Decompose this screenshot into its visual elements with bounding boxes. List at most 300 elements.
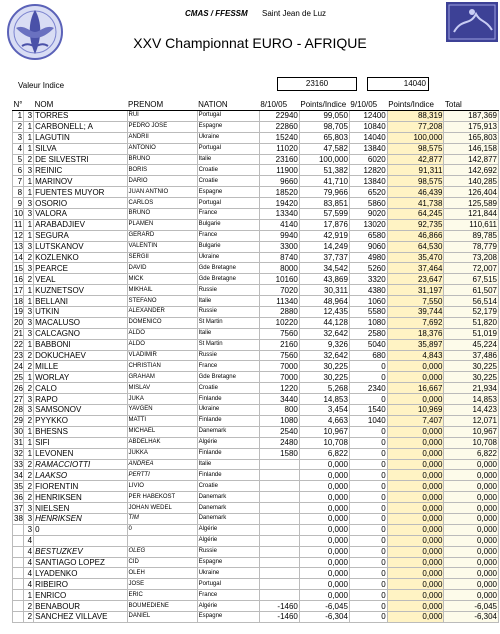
total-cell: 51,820 [444,317,499,328]
nom-cell: DE SILVESTRI [34,154,127,165]
total-cell: 89,785 [444,230,499,241]
day2-cell: 10840 [349,121,387,132]
points1-cell: 37,737 [299,252,349,263]
total-cell: 52,179 [444,307,499,318]
prenom-cell: BRUNO [127,154,197,165]
group-cell: 3 [24,241,34,252]
points1-cell: 30,225 [299,361,349,372]
points1-cell: 0,000 [299,459,349,470]
nom-cell: RIBEIRO [34,579,127,590]
day2-cell: 0 [349,492,387,503]
day1-cell: 11020 [259,143,299,154]
nation-cell: Bulgarie [197,241,259,252]
points1-cell: 0,000 [299,557,349,568]
nation-cell: Danemark [197,426,259,437]
col-nom-header: NOM [34,99,127,111]
table-row [13,274,499,285]
group-cell: 1 [24,285,34,296]
nom-cell: MACALUSO [34,317,127,328]
day2-cell: 12820 [349,165,387,176]
nom-cell: LAAKSO [34,470,127,481]
organization-label: CMAS / FFESSM [185,9,248,18]
day1-cell [259,513,299,524]
points2-cell: 7,692 [387,317,444,328]
day2-cell: 4980 [349,252,387,263]
points2-cell: 64,530 [387,241,444,252]
rank-cell: 22 [14,340,23,350]
prenom-cell: DAVID [127,263,197,274]
rank-cell: 25 [14,372,23,382]
nom-cell: LYADENKO [34,568,127,579]
prenom-cell: LIVIO [127,481,197,492]
nom-cell: HENRIKSEN [34,513,127,524]
table-row [13,415,499,426]
nation-cell: Gde Bretagne [197,263,259,274]
points1-cell: 99,050 [299,111,349,122]
points1-cell: 5,268 [299,383,349,394]
nom-cell: KUZNETSOV [34,285,127,296]
prenom-cell: BORIS [127,165,197,176]
points2-cell: 42,877 [387,154,444,165]
group-cell: 2 [24,383,34,394]
group-cell: 1 [24,143,34,154]
points1-cell: 57,599 [299,209,349,220]
day1-cell [259,546,299,557]
rank-cell: 21 [14,329,23,339]
group-cell: 3 [24,111,34,122]
table-row [13,383,499,394]
col-day2-header: 9/10/05 [349,99,387,111]
points2-cell: 16,667 [387,383,444,394]
points2-cell: 0,000 [387,535,444,546]
day1-cell [259,524,299,535]
nation-cell: Algérie [197,437,259,448]
col-group-header [24,99,34,111]
table-row [13,448,499,459]
table-row [13,524,499,535]
points1-cell: 47,582 [299,143,349,154]
points1-cell: 44,128 [299,317,349,328]
table-row [13,230,499,241]
nation-cell: Italie [197,328,259,339]
rank-cell [13,524,24,535]
day1-cell [259,568,299,579]
day2-cell: 2340 [349,383,387,394]
rank-cell [13,590,24,601]
nom-cell: LUTSKANOV [34,241,127,252]
prenom-cell: SERGII [127,252,197,263]
table-row [13,328,499,339]
rank-cell: 24 [14,361,23,371]
nation-cell: Algérie [197,524,259,535]
day1-cell: 11340 [259,296,299,307]
rank-cell: 36 [14,492,23,502]
table-row [13,209,499,220]
table-row [13,263,499,274]
total-cell: 10,708 [444,437,499,448]
nation-cell: Espagne [197,557,259,568]
prenom-cell: JUAN ANTNIO [127,187,197,198]
nation-cell: Ukraine [197,132,259,143]
day2-cell: 0 [349,470,387,481]
nation-cell: Ukraine [197,405,259,416]
total-cell: 126,404 [444,187,499,198]
day2-cell: 13840 [349,176,387,187]
points2-cell: 0,000 [387,361,444,372]
points2-cell: 100,000 [387,132,444,143]
total-cell: 0,000 [444,524,499,535]
nom-cell: RAMACCIOTTI [34,459,127,470]
day1-cell: 7560 [259,328,299,339]
total-cell: 78,779 [444,241,499,252]
points2-cell: 4,843 [387,350,444,361]
prenom-cell: MIKHAIL [127,285,197,296]
prenom-cell: ANDREA [127,459,197,470]
table-row [13,285,499,296]
table-row [13,546,499,557]
nation-cell: Bulgarie [197,219,259,230]
points2-cell: 0,000 [387,590,444,601]
points1-cell: 0,000 [299,513,349,524]
nom-cell: TORRES [34,111,127,122]
points2-cell: 0,000 [387,611,444,622]
prenom-cell: GRAHAM [127,372,197,383]
points1-cell: 0,000 [299,568,349,579]
rank-cell [13,535,24,546]
nation-cell: Finlande [197,448,259,459]
table-row [13,394,499,405]
points1-cell: 12,435 [299,307,349,318]
points1-cell: 10,708 [299,437,349,448]
nation-cell: Danemark [197,492,259,503]
prenom-cell: DANIEL [127,611,197,622]
prenom-cell: MICK [127,274,197,285]
points2-cell: 0,000 [387,481,444,492]
table-row [13,154,499,165]
nom-cell: CALO [34,383,127,394]
page-title: XXV Championnat EURO - AFRIQUE [133,35,367,51]
group-cell: 3 [24,209,34,220]
points1-cell: 43,869 [299,274,349,285]
prenom-cell: BRUNO [127,209,197,220]
total-cell: 165,803 [444,132,499,143]
prenom-cell: PERTTI [127,470,197,481]
day2-cell: 1540 [349,405,387,416]
group-cell: 1 [24,590,34,601]
nation-cell: France [197,230,259,241]
nom-cell: KOZLENKO [34,252,127,263]
nation-cell: Ukraine [197,568,259,579]
table-row [13,405,499,416]
nom-cell: LAGUTIN [34,132,127,143]
table-row [13,557,499,568]
table-row [13,132,499,143]
group-cell: 2 [24,252,34,263]
day1-cell [259,470,299,481]
col-rank-header: N° [13,100,23,109]
nation-cell: Espagne [197,611,259,622]
nation-cell: Russie [197,546,259,557]
day2-cell: 13840 [349,143,387,154]
day2-cell: 0 [349,601,387,612]
day1-cell: -1460 [259,611,299,622]
points2-cell: 23,647 [387,274,444,285]
nom-cell [34,535,127,546]
nom-cell: NIELSEN [34,503,127,514]
total-cell: 187,369 [444,111,499,122]
nation-cell: Italie [197,459,259,470]
prenom-cell: PER HABEKOST [127,492,197,503]
points2-cell: 0,000 [387,448,444,459]
rank-cell [13,546,24,557]
day2-cell: 0 [349,361,387,372]
nom-cell: SEGURA [34,230,127,241]
prenom-cell: ANDRII [127,132,197,143]
nom-cell: MILLE [34,361,127,372]
valeur-indice-label: Valeur Indice [18,81,65,90]
prenom-cell: MATTI [127,415,197,426]
nom-cell: PEARCE [34,263,127,274]
total-cell: 10,967 [444,426,499,437]
prenom-cell: RUI [127,111,197,122]
rank-cell: 23 [14,351,23,361]
nation-cell: St Martin [197,317,259,328]
table-row [13,470,499,481]
group-cell: 1 [24,219,34,230]
day1-cell: 1080 [259,415,299,426]
table-row [13,437,499,448]
rank-cell: 17 [14,285,23,295]
nation-cell: Croatie [197,481,259,492]
group-cell: 3 [24,198,34,209]
points1-cell: 41,710 [299,176,349,187]
prenom-cell: CID [127,557,197,568]
rank-cell: 34 [14,470,23,480]
points1-cell: 0,000 [299,524,349,535]
nation-cell: Danemark [197,503,259,514]
nom-cell: BESTUZKEV [34,546,127,557]
nation-cell: Croatie [197,383,259,394]
prenom-cell: MISLAV [127,383,197,394]
day2-cell: 0 [349,590,387,601]
rank-cell: 2 [13,121,24,132]
day2-cell: 1060 [349,296,387,307]
table-row [13,513,499,524]
nation-cell: Croatie [197,165,259,176]
group-cell: 1 [24,230,34,241]
day1-cell: 7000 [259,372,299,383]
points1-cell: 100,000 [299,154,349,165]
group-cell: 3 [24,503,34,514]
total-cell: 21,934 [444,383,499,394]
prenom-cell: JUKA [127,394,197,405]
nation-cell: France [197,209,259,220]
day2-cell: 1080 [349,317,387,328]
day1-cell: 3300 [259,241,299,252]
group-cell: 2 [24,470,34,481]
total-cell: 121,844 [444,209,499,220]
day1-cell: 23160 [259,154,299,165]
prenom-cell: VLADIMIR [127,350,197,361]
total-cell: 0,000 [444,535,499,546]
rank-cell: 6 [13,165,24,176]
total-cell: 142,692 [444,165,499,176]
total-cell: 0,000 [444,481,499,492]
total-cell: 72,007 [444,263,499,274]
points1-cell: 65,803 [299,132,349,143]
group-cell: 2 [24,361,34,372]
group-cell: 1 [24,121,34,132]
prenom-cell: TIM [127,513,197,524]
group-cell: 1 [24,296,34,307]
day2-cell: 0 [349,568,387,579]
points1-cell: 14,249 [299,241,349,252]
table-row [13,492,499,503]
day1-cell: 2480 [259,437,299,448]
day1-cell [259,492,299,503]
col-day1-header: 8/10/05 [259,99,299,111]
day2-cell: 12400 [349,111,387,122]
points2-cell: 98,575 [387,176,444,187]
rank-cell: 7 [13,176,24,187]
rank-cell: 38 [14,514,23,524]
points1-cell: 32,642 [299,328,349,339]
day2-cell: 0 [349,579,387,590]
prenom-cell: OLEG [127,546,197,557]
table-row [13,601,499,612]
table-row [13,361,499,372]
group-cell: 3 [24,513,34,524]
day2-cell: 9020 [349,209,387,220]
nation-cell: Russie [197,350,259,361]
day1-cell: 4140 [259,219,299,230]
nation-cell: Espagne [197,187,259,198]
valeur-indice-day1: 23160 [277,77,357,91]
points2-cell: 31,197 [387,285,444,296]
total-cell: 61,507 [444,285,499,296]
col-nation-header: NATION [197,99,259,111]
nom-cell: MARINOV [34,176,127,187]
prenom-cell: BOUMEDIENE [127,601,197,612]
points1-cell: 0,000 [299,590,349,601]
day2-cell: 5040 [349,339,387,350]
day2-cell: 6520 [349,187,387,198]
col-points1-header: Points/Indice [299,99,349,111]
prenom-cell: DARIO [127,176,197,187]
group-cell: 3 [24,394,34,405]
total-cell: 140,285 [444,176,499,187]
points2-cell: 0,000 [387,470,444,481]
prenom-cell: ALEXANDER [127,307,197,318]
day1-cell: 22940 [259,111,299,122]
total-cell: 0,000 [444,459,499,470]
points2-cell: 46,866 [387,230,444,241]
points2-cell: 0,000 [387,459,444,470]
group-cell: 1 [24,132,34,143]
group-cell: 2 [24,274,34,285]
total-cell: 30,225 [444,372,499,383]
nation-cell: Italie [197,154,259,165]
total-cell: 6,822 [444,448,499,459]
rank-cell: 3 [13,132,24,143]
group-cell: 3 [24,405,34,416]
points1-cell: 0,000 [299,503,349,514]
points2-cell: 0,000 [387,524,444,535]
total-cell: 110,611 [444,219,499,230]
total-cell: 0,000 [444,568,499,579]
day2-cell: 6580 [349,230,387,241]
table-row [13,241,499,252]
table-row [13,165,499,176]
points2-cell: 88,319 [387,111,444,122]
day1-cell [259,579,299,590]
nom-cell: SAMSONOV [34,405,127,416]
points2-cell: 0,000 [387,503,444,514]
table-row [13,219,499,230]
nation-cell: St Martin [197,339,259,350]
prenom-cell: CHRISTIAN [127,361,197,372]
rank-cell: 18 [14,296,23,306]
day2-cell: 0 [349,426,387,437]
prenom-cell: ALDO [127,328,197,339]
table-row [13,111,499,122]
total-cell: 0,000 [444,503,499,514]
total-cell: 73,208 [444,252,499,263]
group-cell: 4 [24,535,34,546]
nom-cell: UTKIN [34,307,127,318]
points1-cell: 14,853 [299,394,349,405]
nation-cell: Algérie [197,601,259,612]
results-table [12,99,499,623]
day2-cell: 0 [349,557,387,568]
total-cell: 56,514 [444,296,499,307]
day2-cell: 0 [349,459,387,470]
points1-cell: 4,663 [299,415,349,426]
group-cell: 2 [24,350,34,361]
table-row [13,339,499,350]
points2-cell: 39,744 [387,307,444,318]
col-total-header: Total [444,99,499,111]
group-cell: 4 [24,568,34,579]
rank-cell [13,611,24,622]
group-cell: 3 [24,328,34,339]
rank-cell: 35 [14,481,23,491]
rank-cell: 16 [14,274,23,284]
total-cell: 12,071 [444,415,499,426]
rank-cell: 5 [13,154,24,165]
rank-cell: 27 [14,394,23,404]
rank-cell: 12 [14,231,23,241]
total-cell: 30,225 [444,361,499,372]
nom-cell: PYYKKO [34,415,127,426]
day1-cell: 10220 [259,317,299,328]
group-cell: 2 [24,611,34,622]
group-cell: 2 [24,601,34,612]
day2-cell: 14040 [349,132,387,143]
day2-cell: 13020 [349,219,387,230]
prenom-cell: ANTONIO [127,143,197,154]
day2-cell: 4380 [349,285,387,296]
total-cell: 0,000 [444,579,499,590]
day2-cell: 5580 [349,307,387,318]
points2-cell: 77,208 [387,121,444,132]
day2-cell: 0 [349,524,387,535]
prenom-cell [127,535,197,546]
nom-cell: FUENTES MUYOR [34,187,127,198]
group-cell: 1 [24,339,34,350]
valeur-indice-day2: 14040 [367,77,429,91]
group-cell: 3 [24,263,34,274]
